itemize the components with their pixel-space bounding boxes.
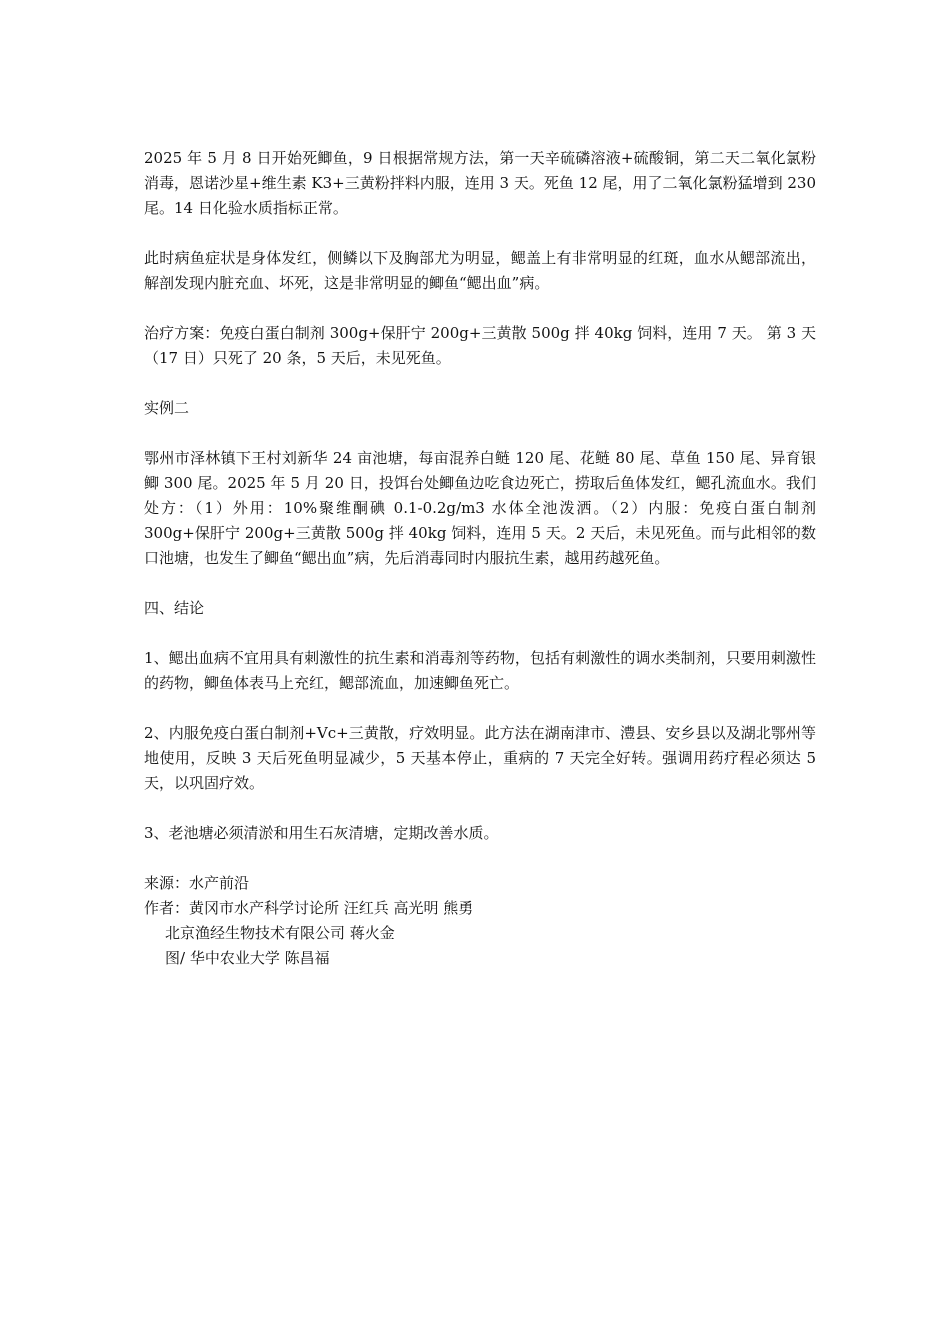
conclusion-item-1: 1、鳃出血病不宜用具有刺激性的抗生素和消毒剂等药物，包括有刺激性的调水类制剂，只要用刺激性的药物，鲫鱼体表马上充红，鳃部流血，加速鲫鱼死亡。: [144, 649, 816, 692]
conclusion-item-2: 2、内服免疫白蛋白制剂+Vc+三黄散，疗效明显。此方法在湖南津市、澧县、安乡县以及湖北鄂州等地使用，反映 3 天后死鱼明显减少，5 天基本停止，重病的 7 天完全好转。强调用药疗程必须达 5 天，以巩固疗效。: [144, 724, 816, 792]
paragraph-case1-onset: 2025 年 5 月 8 日开始死鲫鱼，9 日根据常规方法，第一天辛硫磷溶液+硫酸铜，第二天二氧化氯粉消毒，恩诺沙星+维生素 K3+三黄粉拌料内服，连用 3 天。死鱼 12 尾，用了二氧化氯粉猛增到 230 尾。14 日化验水质指标正常。: [144, 149, 816, 217]
credit-image: 图/ 华中农业大学 陈昌福: [165, 949, 330, 967]
conclusion-item-3: 3、老池塘必须清淤和用生石灰清塘，定期改善水质。: [144, 824, 499, 842]
paragraph-symptoms: 此时病鱼症状是身体发红，侧鳞以下及胸部尤为明显，鳃盖上有非常明显的红斑，血水从鳃部流出，解剖发现内脏充血、坏死，这是非常明显的鲫鱼“鳃出血”病。: [144, 249, 816, 292]
heading-conclusion: 四、结论: [144, 599, 205, 617]
document-page: [144, 146, 816, 971]
credit-source: 来源：水产前沿: [144, 874, 250, 892]
credit-author: 作者：黄冈市水产科学讨论所 汪红兵 高光明 熊勇: [144, 899, 474, 917]
credit-company: 北京渔经生物技术有限公司 蒋火金: [165, 924, 395, 942]
heading-example-two: 实例二: [144, 399, 190, 417]
credits-block: [144, 871, 816, 971]
paragraph-case2: 鄂州市泽林镇下王村刘新华 24 亩池塘，每亩混养白鲢 120 尾、花鲢 80 尾、草鱼 150 尾、异育银鲫 300 尾。2025 年 5 月 20 日，投饵台处鲫鱼边吃食边死亡，捞取后鱼体发红，鳃孔流血水。我们处方：（1）外用：10%聚维酮碘 0.1-0.2g/m3 水体全池泼洒。（2）内服：免疫白蛋白制剂 300g+保肝宁 200g+三黄散 500g 拌 40kg 饲料，连用 5 天。2 天后，未见死鱼。而与此相邻的数口池塘，也发生了鲫鱼“鳃出血”病，先后消毒同时内服抗生素，越用药越死鱼。: [144, 449, 816, 567]
paragraph-treatment-plan: 治疗方案：免疫白蛋白制剂 300g+保肝宁 200g+三黄散 500g 拌 40kg 饲料，连用 7 天。 第 3 天（17 日）只死了 20 条，5 天后，未见死鱼。: [144, 324, 816, 367]
